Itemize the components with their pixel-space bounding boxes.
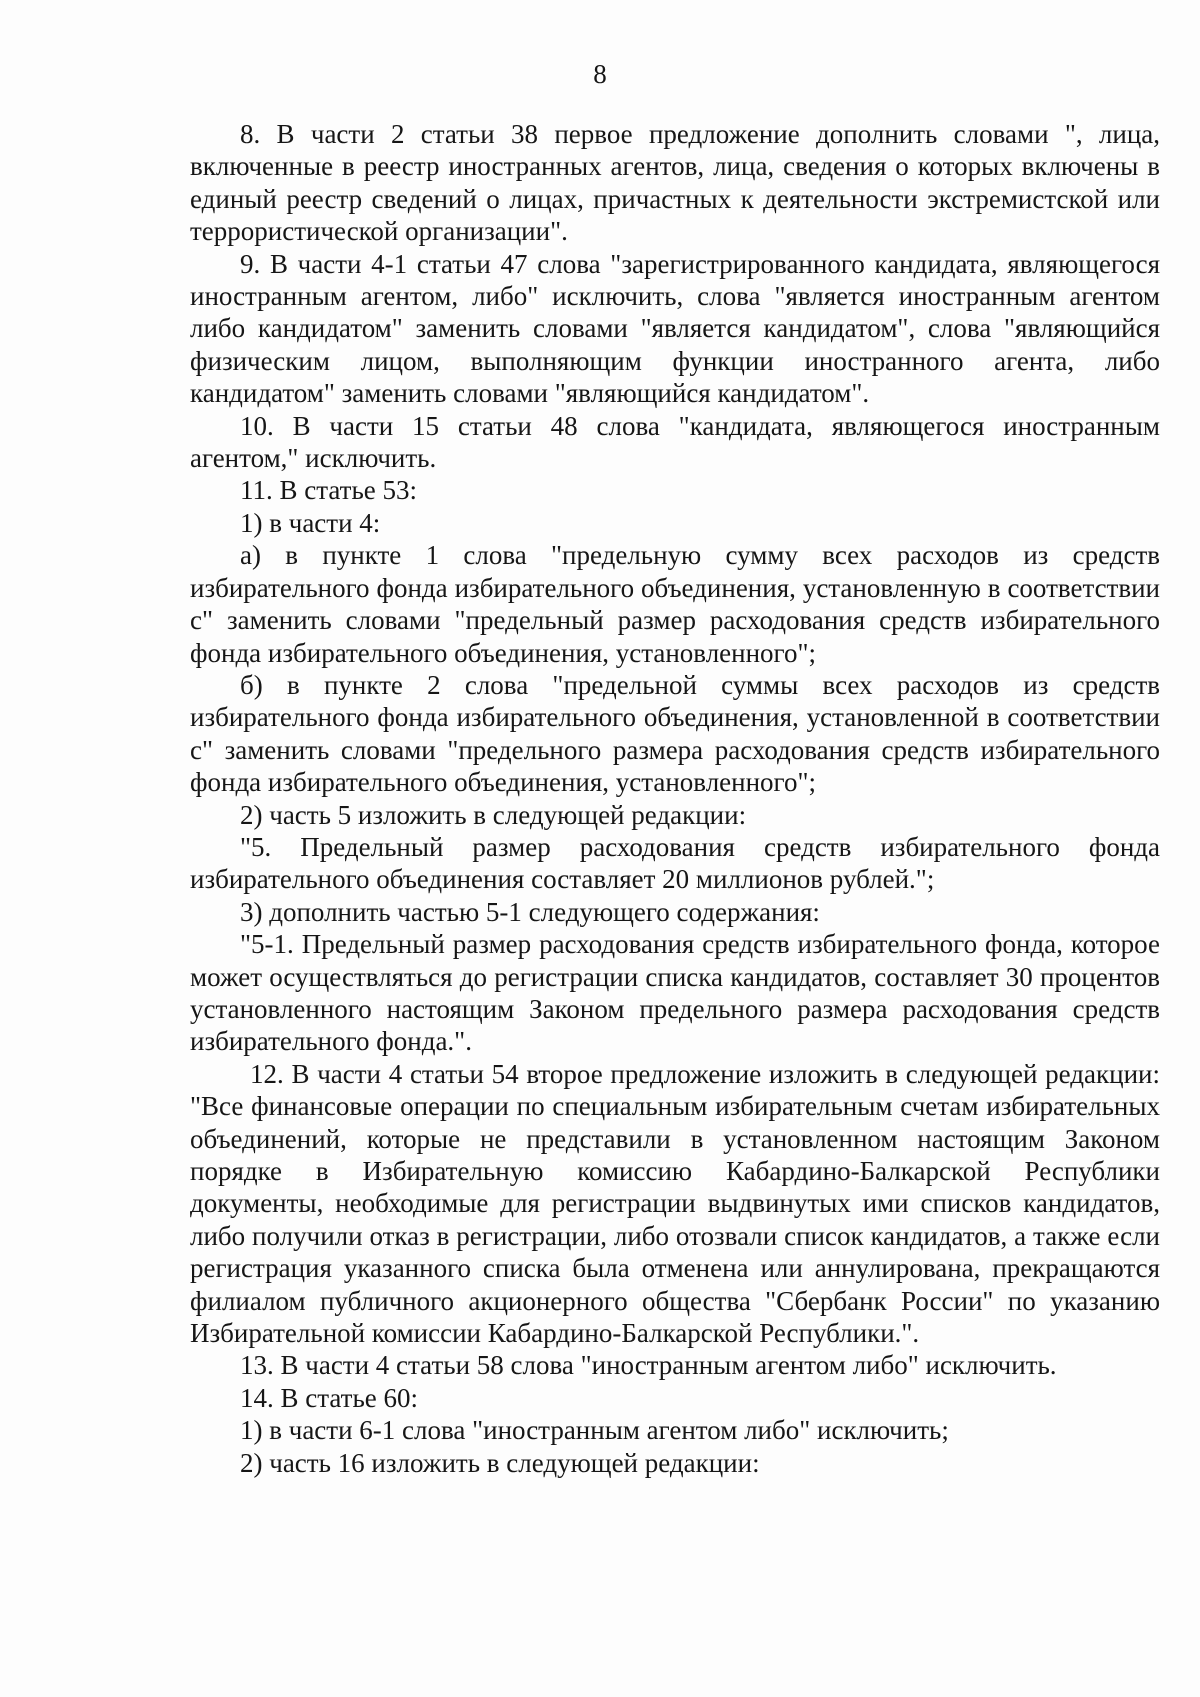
- page-number: 8: [593, 59, 607, 89]
- paragraph-item-11-1: 1) в части 4:: [240, 507, 381, 538]
- paragraph-item-8: 8. В части 2 статьи 38 первое предложение дополнить словами ", лица, включенные в реестр иностранных агентов, лица, сведения о которых включены в единый реестр сведений о лицах, причастных к деятельности экстремистской или террористической организации".: [190, 119, 1160, 247]
- paragraph-item-9: 9. В части 4-1 статьи 47 слова "зарегистрированного кандидата, являющегося иностранным агентом, либо" исключить, слова "является иностранным агентом либо кандидатом" заменить словами "является кандидатом", слова "являющийся физическим лицом, выполняющим функции иностранного агента, либо кандидатом" заменить словами "являющийся кандидатом".: [190, 248, 1160, 409]
- paragraph-item-14: 14. В статье 60:: [240, 1382, 419, 1413]
- paragraph-item-14-1: 1) в части 6-1 слова "иностранным агентом либо" исключить;: [240, 1415, 949, 1446]
- paragraph-quote-part-5: "5. Предельный размер расходования средств избирательного фонда избирательного объединения составляет 20 миллионов рублей.";: [190, 831, 1160, 895]
- paragraph-item-11: 11. В статье 53:: [240, 475, 418, 506]
- paragraph-item-11-1-a: а) в пункте 1 слова "предельную сумму всех расходов из средств избирательного фонда избирательного объединения, установленную в соответствии с" заменить словами "предельный размер расходования средств избирательного фонда избирательного объединения, установленного";: [190, 540, 1160, 668]
- paragraph-item-12: 12. В части 4 статьи 54 второе предложение изложить в следующей редакции: "Все финансовые операции по специальным избирательным счетам избирательных объединений, которые не представили в установленном настоящим Законом порядке в Избирательную комиссию Кабардино-Балкарской Республики документы, необходимые для регистрации выдвинутых ими списков кандидатов, либо получили отказ в регистрации, либо отозвали список кандидатов, а также если регистрация указанного списка была отменена или аннулирована, прекращаются филиалом публичного акционерного общества "Сбербанк России" по указанию Избирательной комиссии Кабардино-Балкарской Республики.".: [190, 1058, 1160, 1349]
- paragraph-quote-part-5-1: "5-1. Предельный размер расходования средств избирательного фонда, которое может осуществляться до регистрации списка кандидатов, составляет 30 процентов установленного настоящим Законом предельного размера расходования средств избирательного фонда.".: [190, 929, 1160, 1057]
- paragraph-item-11-2: 2) часть 5 изложить в следующей редакции:: [240, 799, 747, 830]
- document-body: [190, 118, 1160, 1479]
- paragraph-item-10: 10. В части 15 статьи 48 слова "кандидата, являющегося иностранным агентом," исключить.: [190, 410, 1160, 474]
- paragraph-item-13: 13. В части 4 статьи 58 слова "иностранным агентом либо" исключить.: [240, 1350, 1057, 1381]
- paragraph-item-11-3: 3) дополнить частью 5-1 следующего содержания:: [240, 896, 820, 927]
- paragraph-item-11-1-b: б) в пункте 2 слова "предельной суммы всех расходов из средств избирательного фонда избирательного объединения, установленной в соответствии с" заменить словами "предельного размера расходования средств избирательного фонда избирательного объединения, установленного";: [190, 669, 1160, 798]
- paragraph-item-14-2: 2) часть 16 изложить в следующей редакции:: [240, 1447, 760, 1478]
